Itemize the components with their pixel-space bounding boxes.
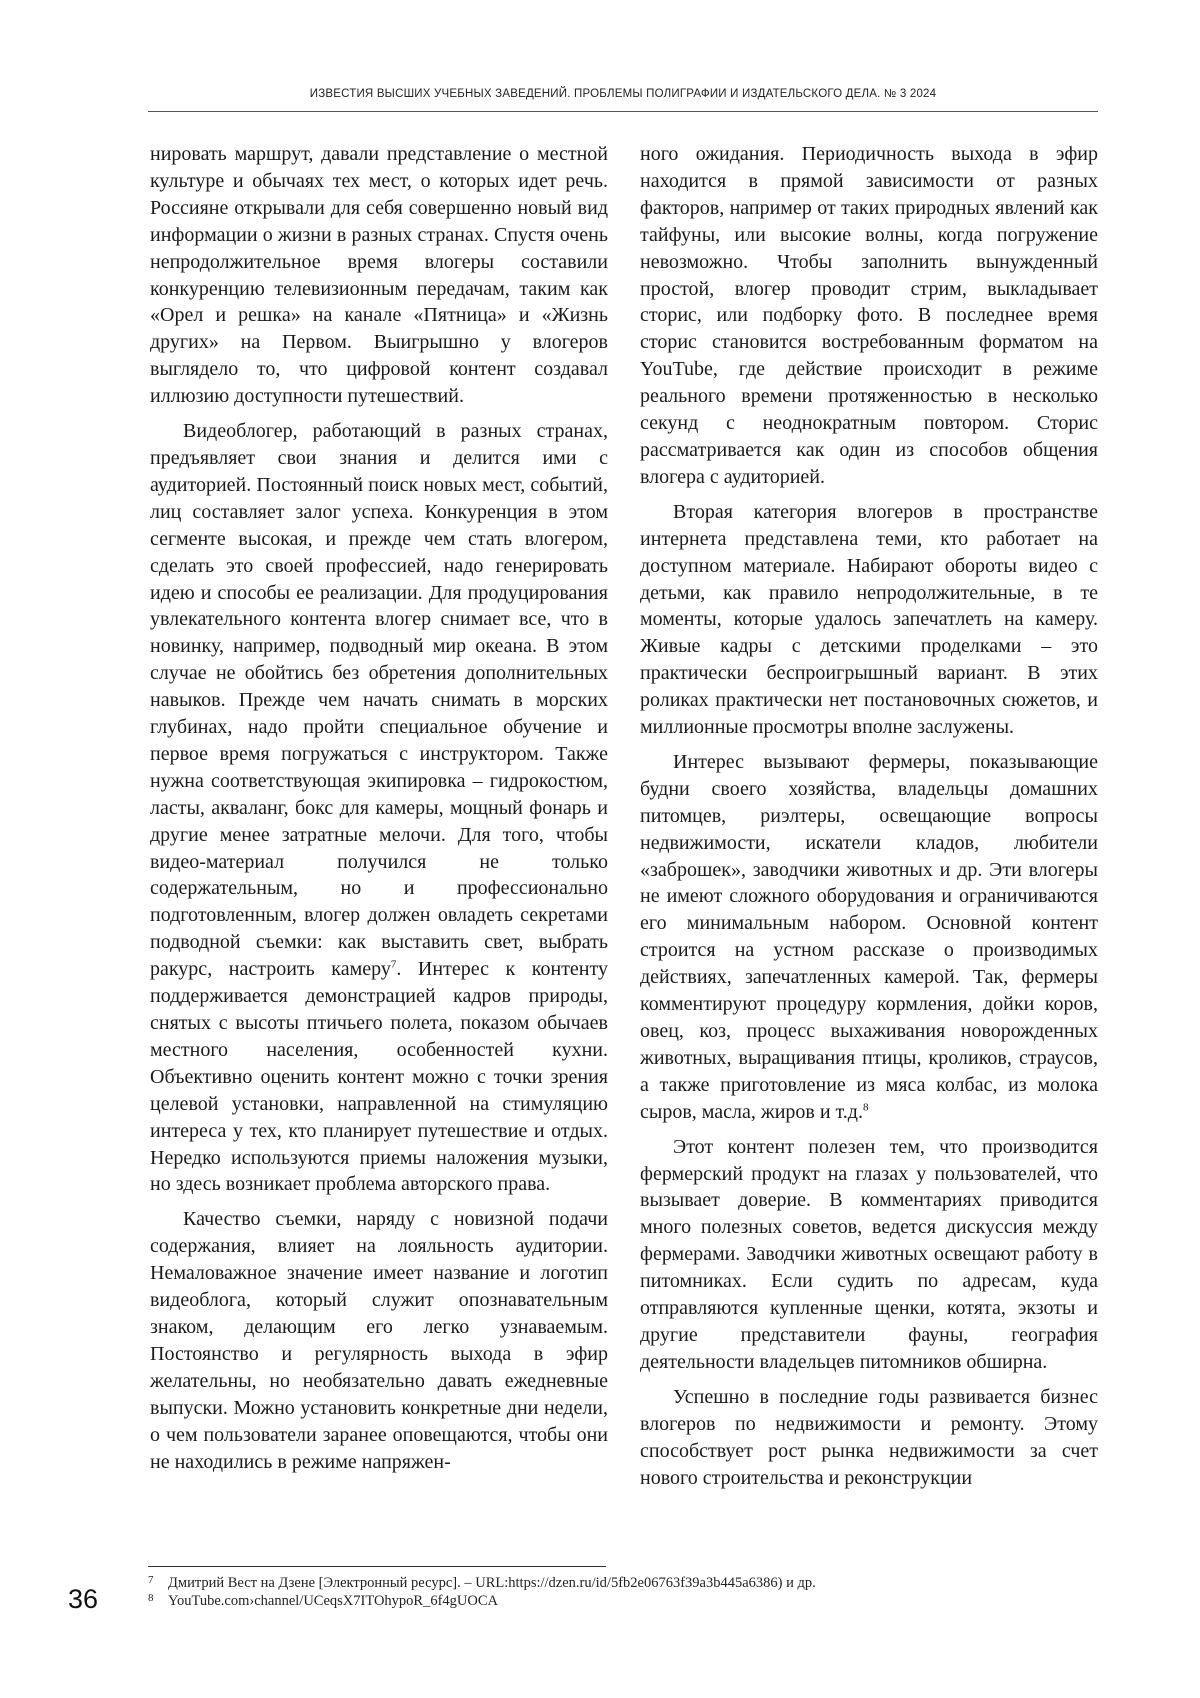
footnote-reference: 7 bbox=[390, 958, 397, 971]
paragraph: Качество съемки, наряду с новизной подачи содержания, влияет на лояльность аудитории. Немаловажное значение имеет название и логотип видеоблога, который служит опознавательным знаком, делающим его легко узнаваемым. Постоянство и регулярность выхода в эфир желательны, но необязательно давать ежедневные выпуски. Можно установить конкретные дни недели, о чем пользователи заранее оповещаются, чтобы они не находились в режиме напряжен- bbox=[150, 1208, 608, 1473]
paragraph: нировать маршрут, давали представление о местной культуре и обычаях тех мест, о которых идет речь. Россияне открывали для себя совершенно новый вид информации о жизни в разных странах. Спустя очень непродолжительное время влогеры составили конкуренцию телевизионным передачам, таким как «Орел и решка» на канале «Пятница» и «Жизнь других» на Первом. Выигрышно у влогеров выглядело то, что цифровой контент создавал иллюзию доступности путешествий. bbox=[150, 143, 608, 408]
running-header: ИЗВЕСТИЯ ВЫСШИХ УЧЕБНЫХ ЗАВЕДЕНИЙ. ПРОБЛЕМЫ ПОЛИГРАФИИ И ИЗДАТЕЛЬСКОГО ДЕЛА. № 3 2024 bbox=[309, 88, 937, 100]
footnote-number: 8 bbox=[148, 1592, 154, 1604]
paragraph-text: Видеоблогер, работающий в разных странах, предъявляет свои знания и делится ими с аудиторией. Постоянный поиск новых мест, событий, лиц составляет залог успеха. Конкуренция в этом сегменте высокая, и прежде чем стать влогером, сделать это своей профессией, надо генерировать идею и способы ее реализации. Для продуцирования увлекательного контента влогер снимает все, что в новинку, например, подводный мир океана. В этом случае не обойтись без обретения дополнительных навыков. Прежде чем начать снимать в морских глубинах, надо пройти специальное обучение и первое время погружаться с инструктором. Также нужна соответствующая экипировка – гидрокостюм, ласты, акваланг, бокс для камеры, мощный фонарь и другие менее затратные мелочи. Для того, чтобы видео-материал получился не только содержательным, но и профессионально подготовленным, влогер должен овладеть секретами подводной съемки: как выставить свет, выбрать ракурс, настроить камеру bbox=[150, 420, 608, 981]
footnote bbox=[148, 1574, 1108, 1592]
paragraph: Этот контент полезен тем, что производится фермерский продукт на глазах у пользователей, что вызывает доверие. В комментариях приводится много полезных советов, ведется дискуссия между фермерами. Заводчики животных освещают работу в питомниках. Если судить по адресам, куда отправляются купленные щенки, котята, экзоты и другие представители фауны, география деятельности владельцев питомников обширна. bbox=[640, 1135, 1098, 1373]
footnote bbox=[148, 1592, 1108, 1610]
right-column bbox=[640, 141, 1098, 1499]
footnote-number: 7 bbox=[148, 1574, 154, 1586]
paragraph bbox=[640, 749, 1098, 1126]
paragraph: ного ожидания. Периодичность выхода в эфир находится в прямой зависимости от разных факторов, например от таких природных явлений как тайфуны, или высокие волны, когда погружение невозможно. Чтобы заполнить вынужденный простой, влогер проводит стрим, выкладывает сторис, или подборку фото. В последнее время сторис становится востребованным форматом на YouTube, где действие происходит в режиме реального времени протяженностью в несколько секунд с неоднократным повтором. Сторис рассматривается как один из способов общения влогера с аудиторией. bbox=[640, 143, 1098, 488]
footnote-reference: 8 bbox=[862, 1101, 869, 1114]
paragraph-text: Интерес вызывают фермеры, показывающие будни своего хозяйства, владельцы домашних питомцев, риэлтеры, освещающие вопросы недвижимости, искатели кладов, любители «заброшек», заводчики животных и др. Эти влогеры не имеют сложного оборудования и ограничиваются его минимальным набором. Основной контент строится на устном рассказе о производимых действиях, запечатленных камерой. Так, фермеры комментируют процедуру кормления, дойки коров, овец, коз, процесс выхаживания новорожденных животных, выращивания птицы, кроликов, страусов, а также приготовление из мяса колбас, из молока сыров, масла, жиров и т.д. bbox=[640, 750, 1098, 1123]
footnote-divider bbox=[148, 1566, 606, 1567]
paragraph-text: . Интерес к контенту поддерживается демонстрацией кадров природы, снятых с высоты птичьего полета, показом обычаев местного населения, особенностей кухни. Объективно оценить контент можно с точки зрения целевой установки, направленной на стимуляцию интереса у тех, кто планирует путешествие и отдых. Нередко используются приемы наложения музыки, но здесь возникает проблема авторского права. bbox=[150, 958, 608, 1196]
footnote-text: YouTube.com›channel/UCeqsX7ITOhypoR_6f4gUOCA bbox=[168, 1593, 499, 1609]
left-column bbox=[150, 141, 608, 1483]
footnote-text: Дмитрий Вест на Дзене [Электронный ресурс]. – URL:https://dzen.ru/id/5fb2e06763f39a3b445a6386) и др. bbox=[168, 1575, 816, 1591]
paragraph bbox=[150, 418, 608, 1198]
page-number: 36 bbox=[68, 1584, 99, 1614]
paragraph: Успешно в последние годы развивается бизнес влогеров по недвижимости и ремонту. Этому способствует рост рынка недвижимости за счет нового строительства и реконструкции bbox=[640, 1385, 1098, 1489]
paragraph: Вторая категория влогеров в пространстве интернета представлена теми, кто работает на доступном материале. Набирают обороты видео с детьми, как правило непродолжительные, в те моменты, которые удалось запечатлеть на камеру. Живые кадры с детскими проделками – это практически беспроигрышный вариант. В этих роликах практически нет постановочных сюжетов, и миллионные просмотры вполне заслужены. bbox=[640, 500, 1098, 739]
header-divider bbox=[148, 111, 1098, 112]
footnotes bbox=[148, 1574, 1108, 1610]
